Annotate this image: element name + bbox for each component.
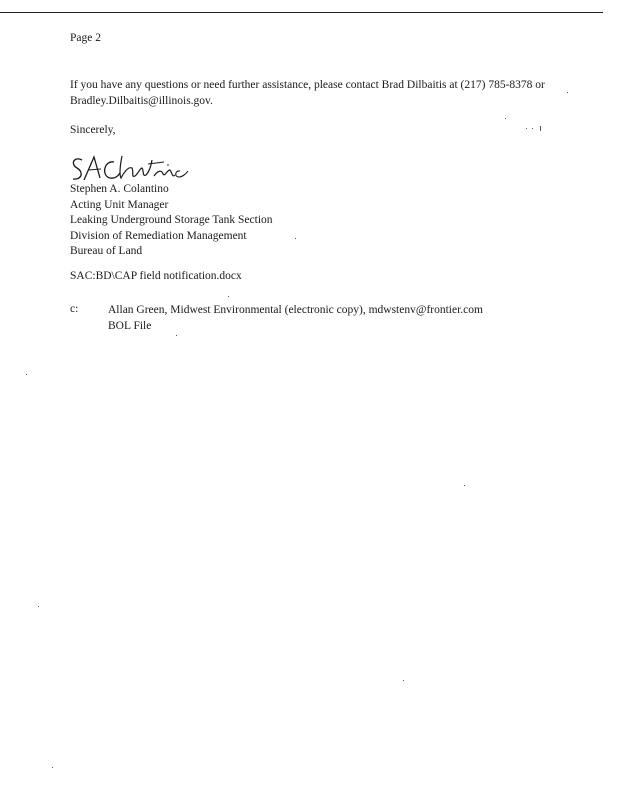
reference-initials: SAC:BD\CAP field notification.docx bbox=[70, 270, 242, 282]
signer-bureau: Bureau of Land bbox=[70, 245, 143, 257]
scan-speck bbox=[540, 126, 541, 131]
signer-title: Acting Unit Manager bbox=[70, 198, 169, 211]
cc-recipient: Allan Green, Midwest Environmental (electronic copy), mdwstenv@frontier.com bbox=[108, 304, 483, 316]
header-rule bbox=[0, 12, 603, 13]
scan-speck bbox=[38, 606, 39, 607]
scan-speck bbox=[26, 374, 27, 375]
scan-speck bbox=[505, 118, 506, 119]
cc-label: c: bbox=[70, 303, 79, 315]
cc-recipient: BOL File bbox=[108, 320, 152, 332]
scan-speck bbox=[464, 485, 465, 486]
scan-speck bbox=[295, 238, 296, 239]
scan-speck bbox=[176, 335, 177, 336]
scan-speck bbox=[228, 296, 229, 297]
signature-block bbox=[70, 182, 273, 260]
page-number: Page 2 bbox=[70, 32, 101, 44]
scan-speck bbox=[52, 767, 53, 768]
scan-speck bbox=[567, 92, 568, 93]
scan-speck bbox=[532, 128, 533, 129]
signer-name: Stephen A. Colantino bbox=[70, 183, 169, 195]
signer-division: Division of Remediation Management bbox=[70, 229, 247, 242]
scan-speck bbox=[526, 128, 527, 129]
signer-section: Leaking Underground Storage Tank Section bbox=[70, 214, 273, 226]
handwritten-signature bbox=[68, 152, 198, 186]
body-paragraph: If you have any questions or need further assistance, please contact Brad Dilbaitis at (217) 785-8378 or Bradley.Dilbaitis@illinois.gov. bbox=[70, 79, 545, 107]
closing-salutation: Sincerely, bbox=[70, 124, 116, 136]
cc-list bbox=[108, 302, 483, 334]
scan-speck bbox=[403, 680, 404, 681]
